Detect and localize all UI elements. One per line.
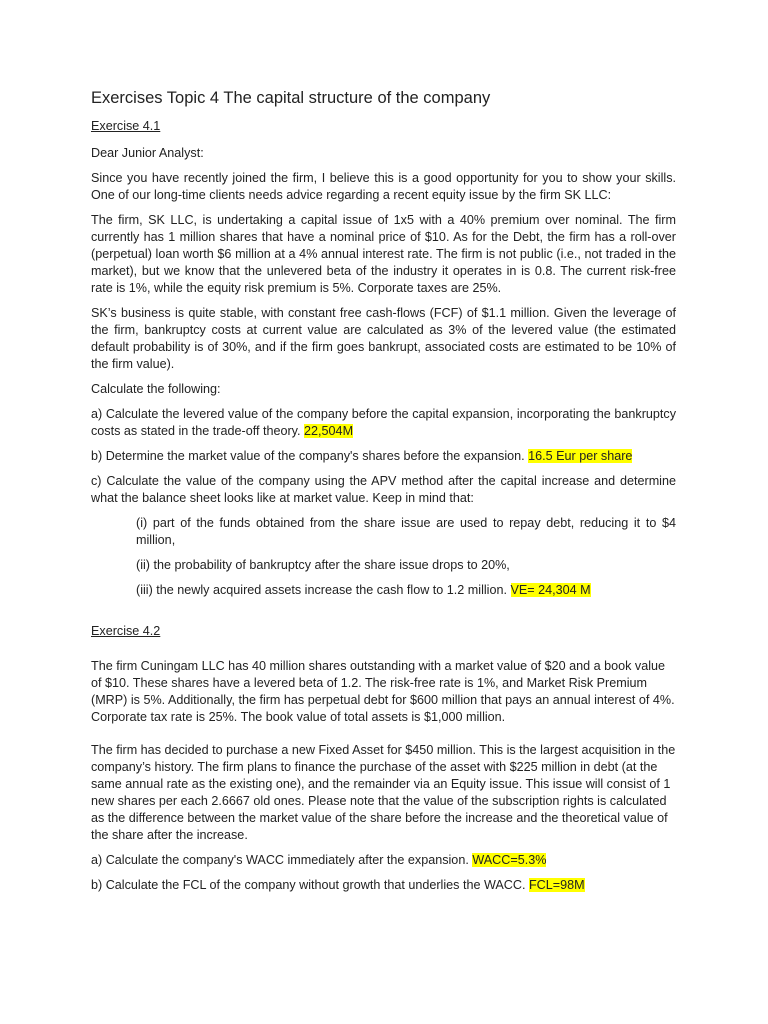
answer-highlight: WACC=5.3%	[472, 853, 547, 867]
question-4-1-c-i: (i) part of the funds obtained from the share issue are used to repay debt, reducing it to $4 million,	[136, 516, 676, 547]
exercise-4-2-paragraph-1: The firm Cuningam LLC has 40 million shares outstanding with a market value of $20 and a book value of $10. These shares have a levered beta of 1.2. The risk-free rate is 1%, and Market Risk Premium (MRP) is 5%. Additionally, the firm has perpetual debt for $600 million that pays an annual interest of 4%. Corporate tax rate is 25%. The book value of total assets is $1,000 million.	[91, 659, 675, 724]
document-title: Exercises Topic 4 The capital structure of the company	[91, 89, 491, 107]
question-4-1-c: c) Calculate the value of the company using the APV method after the capital increase and determine what the balance sheet looks like at market value. Keep in mind that:	[91, 474, 676, 505]
calculate-intro: Calculate the following:	[91, 382, 221, 396]
answer-highlight: FCL=98M	[528, 878, 585, 892]
answer-highlight: 16.5 Eur per share	[528, 449, 633, 463]
question-4-1-c-iii	[91, 582, 676, 599]
question-4-1-a	[91, 406, 676, 440]
question-4-2-b	[91, 877, 676, 894]
question-4-1-c-ii: (ii) the probability of bankruptcy after the share issue drops to 20%,	[136, 558, 510, 572]
question-text: b) Calculate the FCL of the company without growth that underlies the WACC.	[91, 878, 526, 892]
exercise-4-2-heading: Exercise 4.2	[91, 624, 161, 638]
question-text: a) Calculate the company's WACC immediately after the expansion.	[91, 853, 469, 867]
question-text: a) Calculate the levered value of the company before the capital expansion, incorporating the bankruptcy costs as stated in the trade-off theory.	[91, 407, 676, 438]
exercise-4-1-paragraph-3: SK’s business is quite stable, with constant free cash-flows (FCF) of $1.1 million. Given the leverage of the firm, bankruptcy costs at current value are calculated as 3% of the levered value (the estimated default probability is of 30%, and if the firm goes bankrupt, associated costs are estimated to be 10% of the firm value).	[91, 306, 676, 371]
question-4-1-b	[91, 448, 676, 465]
question-text: (iii) the newly acquired assets increase the cash flow to 1.2 million.	[136, 583, 507, 597]
greeting: Dear Junior Analyst:	[91, 146, 204, 160]
exercise-4-1-paragraph-1: Since you have recently joined the firm, I believe this is a good opportunity for you to show your skills. One of our long-time clients needs advice regarding a recent equity issue by the firm SK LLC:	[91, 171, 676, 202]
answer-highlight: 22,504M	[304, 424, 354, 438]
document-body	[91, 88, 676, 902]
exercise-4-1-paragraph-2: The firm, SK LLC, is undertaking a capital issue of 1x5 with a 40% premium over nominal. The firm currently has 1 million shares that have a nominal price of $10. As for the Debt, the firm has a roll-over (perpetual) loan worth $6 million at a 4% annual interest rate. The firm is not public (i.e., not traded in the market), but we know that the unlevered beta of the industry it operates in is 0.8. The current risk-free rate is 1%, while the equity risk premium is 5%. Corporate taxes are 25%.	[91, 213, 676, 295]
answer-highlight: VE= 24,304 M	[510, 583, 591, 597]
exercise-4-1-heading: Exercise 4.1	[91, 119, 161, 133]
question-text: b) Determine the market value of the company's shares before the expansion.	[91, 449, 525, 463]
exercise-4-2-paragraph-2: The firm has decided to purchase a new Fixed Asset for $450 million. This is the largest acquisition in the company’s history. The firm plans to finance the purchase of the asset with $225 million in debt (at the same annual rate as the existing one), and the remainder via an Equity issue. This issue will consist of 1 new shares per each 2.6667 old ones. Please note that the value of the subscription rights is calculated as the difference between the market value of the share before the increase and the theoretical value of the share after the increase.	[91, 743, 676, 842]
question-4-2-a	[91, 852, 676, 869]
